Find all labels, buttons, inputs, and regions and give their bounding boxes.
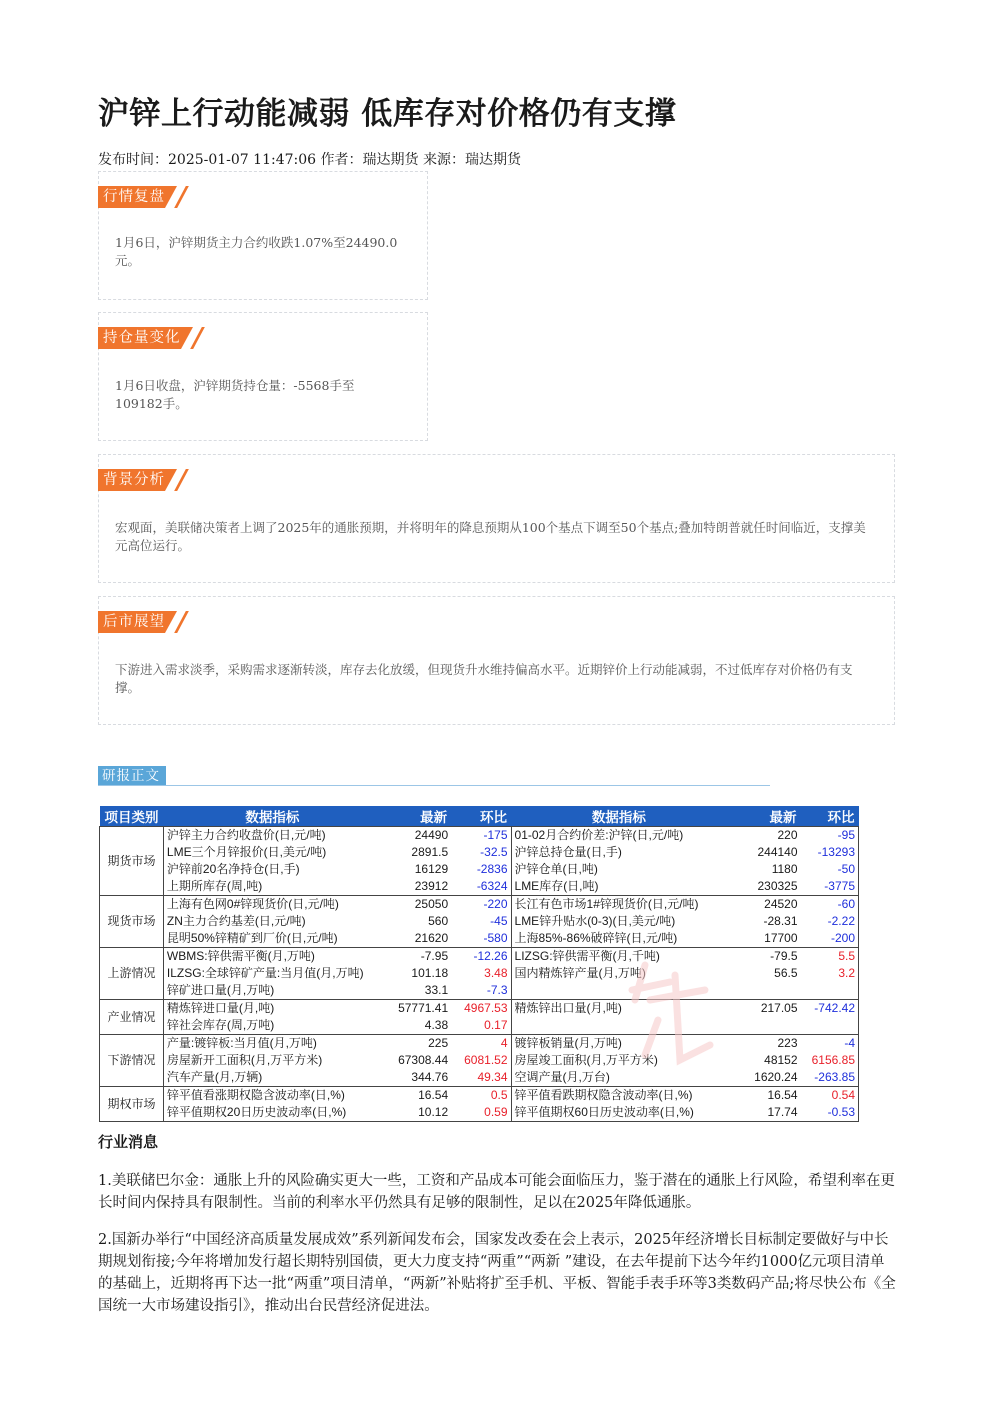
value-cell: 230325 — [757, 879, 798, 893]
header-change: 环比 — [801, 806, 859, 827]
value-cell: 217.05 — [727, 1000, 801, 1018]
change-cell: -220 — [451, 896, 511, 914]
indicator-cell: 精炼锌进口量(月,吨) — [163, 1000, 381, 1018]
value-cell: 225 — [381, 1035, 451, 1053]
value-cell — [727, 1017, 801, 1035]
indicator-cell: 汽车产量(月,万辆) — [163, 1069, 381, 1087]
indicator-cell: ZN主力合约基差(日,元/吨) — [163, 913, 381, 930]
table-row — [100, 844, 859, 861]
article-title: 沪锌上行动能减弱 低库存对价格仍有支撑 — [98, 96, 677, 132]
value-cell: 220 — [727, 827, 801, 845]
change-cell: 4967.53 — [451, 1000, 511, 1018]
indicator-cell: 上期所库存(周,吨) — [163, 878, 381, 896]
change-cell: 0.17 — [484, 1018, 508, 1032]
section-open-interest — [98, 312, 428, 441]
change-cell: 0.54 — [801, 1087, 859, 1105]
change-cell: -7.3 — [486, 983, 508, 997]
table-row — [100, 861, 859, 878]
news-item: 1.美联储巴尔金：通胀上升的风险确实更大一些，工资和产品成本可能会面临压力，鉴于潜在的通胀上行风险，希望利率在更长时间内保持具有限制性。当前的利率水平仍然具有足够的限制性，足以在2025年降低通胀。 — [98, 1173, 895, 1211]
value-cell: 10.12 — [381, 1104, 451, 1122]
value-cell: -7.95 — [381, 948, 451, 966]
section-tag: 持仓量变化 — [98, 327, 181, 349]
value-cell: -79.5 — [727, 948, 801, 966]
section-text: 下游进入需求淡季，采购需求逐渐转淡，库存去化放缓，但现货升水维持偏高水平。近期锌价上行动能减弱，不过低库存对价格仍有支撑。 — [115, 662, 853, 695]
indicator-cell: 房屋新开工面积(月,万平方米) — [163, 1052, 381, 1069]
value-cell: 25050 — [381, 896, 451, 914]
value-cell: 223 — [727, 1035, 801, 1053]
change-cell: 4 — [451, 1035, 511, 1053]
table-row — [100, 913, 859, 930]
section-text: 1月6日收盘，沪锌期货持仓量：-5568手至109182手。 — [115, 378, 355, 411]
indicator-cell: ILZSG:全球锌矿产量:当月值(月,万吨) — [163, 965, 381, 982]
indicator-cell: 锌矿进口量(月,万吨) — [163, 982, 381, 1000]
table-row — [100, 1069, 859, 1087]
indicator-cell: 01-02月合约价差:沪锌(日,元/吨) — [511, 827, 727, 845]
indicator-cell: 精炼锌出口量(月,吨) — [511, 1000, 727, 1018]
indicator-cell: 国内精炼锌产量(月,万吨) — [511, 965, 727, 982]
indicator-cell — [511, 982, 727, 1000]
change-cell: -200 — [801, 930, 859, 948]
change-cell: -4 — [801, 1035, 859, 1053]
value-cell: 24520 — [727, 896, 801, 914]
value-cell: 16.54 — [727, 1087, 801, 1105]
value-cell: 344.76 — [411, 1070, 449, 1084]
change-cell: -2836 — [476, 862, 508, 876]
change-cell: 3.2 — [801, 965, 859, 982]
header-category: 项目类别 — [100, 806, 164, 827]
change-cell: 5.5 — [801, 948, 859, 966]
value-cell: 17.74 — [727, 1104, 801, 1122]
change-cell: -12.26 — [451, 948, 511, 966]
change-cell: -580 — [483, 931, 508, 945]
value-cell: 244140 — [757, 845, 798, 859]
table-row — [100, 1087, 859, 1105]
indicator-cell: 沪锌前20名净持仓(日,手) — [163, 861, 381, 878]
section-market-review — [98, 171, 428, 300]
news-item: 2.国新办举行“中国经济高质量发展成效”系列新闻发布会，国家发改委在会上表示，2025年经济增长目标制定要做好与中长期规划衔接;今年将增加发行超长期特别国债，更大力度支持“两重”“两新 ”建设，在去年提前下达今年约1000亿元项目清单的基础上，近期将再下达一批“两重”项目清单，“两新”补贴将扩至手机、平板、智能手表手环等3类数码产品;将尽快公布《全国统一大市场建设指引》，推动出台民营经济促进法。 — [98, 1232, 896, 1314]
header-latest: 最新 — [381, 806, 451, 827]
indicator-cell: 锌平值看跌期权隐含波动率(日,%) — [511, 1087, 727, 1105]
change-cell: -6324 — [476, 879, 508, 893]
indicator-cell: 锌平值看涨期权隐含波动率(日,%) — [163, 1087, 381, 1105]
change-cell: -742.42 — [801, 1000, 859, 1018]
change-cell: -13293 — [801, 844, 859, 861]
value-cell — [727, 982, 801, 1000]
value-cell: 17700 — [764, 931, 798, 945]
value-cell: 4.38 — [424, 1018, 449, 1032]
header-indicator: 数据指标 — [163, 806, 381, 827]
data-table — [99, 806, 859, 1122]
category-cell: 期权市场 — [100, 1087, 164, 1122]
table-row — [100, 1000, 859, 1018]
table-row — [100, 965, 859, 982]
change-cell: -0.53 — [801, 1104, 859, 1122]
indicator-cell: LME锌升贴水(0-3)(日,美元/吨) — [511, 913, 727, 930]
section-text: 宏观面，美联储决策者上调了2025年的通胀预期，并将明年的降息预期从100个基点下调至50个基点;叠加特朗普就任时间临近，支撑美元高位运行。 — [115, 520, 866, 553]
indicator-cell: 空调产量(月,万台) — [511, 1069, 727, 1087]
change-cell: 6156.85 — [801, 1052, 859, 1069]
value-cell: 33.1 — [424, 983, 449, 997]
section-tag: 行情复盘 — [98, 186, 165, 208]
change-cell: -95 — [801, 827, 859, 845]
value-cell: 16129 — [414, 862, 449, 876]
section-outlook — [98, 596, 895, 725]
value-cell: 21620 — [414, 931, 449, 945]
indicator-cell: 长江有色市场1#锌现货价(日,元/吨) — [511, 896, 727, 914]
indicator-cell: 沪锌主力合约收盘价(日,元/吨) — [163, 827, 381, 845]
section-tag: 后市展望 — [98, 611, 165, 633]
indicator-cell: 锌社会库存(周,万吨) — [163, 1017, 381, 1035]
change-cell: -50 — [801, 861, 859, 878]
section-text: 1月6日，沪锌期货主力合约收跌1.07%至24490.0元。 — [115, 235, 398, 268]
value-cell: 57771.41 — [381, 1000, 451, 1018]
header-indicator: 数据指标 — [511, 806, 727, 827]
table-row — [100, 1104, 859, 1122]
table-row — [100, 1017, 859, 1035]
value-cell: 23912 — [414, 879, 449, 893]
value-cell: 101.18 — [411, 966, 449, 980]
indicator-cell: 锌平值期权20日历史波动率(日,%) — [163, 1104, 381, 1122]
table-row — [100, 1035, 859, 1053]
table-row — [100, 878, 859, 896]
header-latest: 最新 — [727, 806, 801, 827]
value-cell: 56.5 — [774, 966, 798, 980]
change-cell: 6081.52 — [464, 1053, 508, 1067]
header-change: 环比 — [451, 806, 511, 827]
table-row — [100, 982, 859, 1000]
change-cell: 3.48 — [484, 966, 508, 980]
table-row — [100, 1052, 859, 1069]
table-header-row — [100, 806, 859, 827]
section-background — [98, 454, 895, 583]
indicator-cell: LME库存(日,吨) — [511, 878, 727, 896]
change-cell: -175 — [451, 827, 511, 845]
change-cell: 0.59 — [451, 1104, 511, 1122]
change-cell: 49.34 — [477, 1070, 508, 1084]
category-cell: 下游情况 — [100, 1035, 164, 1087]
change-cell: 0.5 — [451, 1087, 511, 1105]
change-cell — [801, 982, 859, 1000]
change-cell: -32.5 — [480, 845, 508, 859]
change-cell: -45 — [490, 914, 508, 928]
change-cell — [801, 1017, 859, 1035]
change-cell: -60 — [801, 896, 859, 914]
indicator-cell: 上海有色网0#锌现货价(日,元/吨) — [163, 896, 381, 914]
indicator-cell: WBMS:锌供需平衡(月,万吨) — [163, 948, 381, 966]
section-tag: 背景分析 — [98, 469, 165, 491]
change-cell: -263.85 — [801, 1069, 859, 1087]
category-cell: 产业情况 — [100, 1000, 164, 1035]
value-cell: -28.31 — [763, 914, 798, 928]
value-cell: 48152 — [764, 1053, 798, 1067]
category-cell: 期货市场 — [100, 827, 164, 896]
indicator-cell: LIZSG:锌供需平衡(月,千吨) — [511, 948, 727, 966]
news-heading: 行业消息 — [98, 1133, 159, 1151]
category-cell: 上游情况 — [100, 948, 164, 1000]
value-cell: 1180 — [771, 862, 798, 876]
report-body-tag: 研报正文 — [98, 766, 166, 786]
indicator-cell: 产量:镀锌板:当月值(月,万吨) — [163, 1035, 381, 1053]
change-cell: -3775 — [801, 878, 859, 896]
table-row — [100, 827, 859, 845]
table-row — [100, 930, 859, 948]
indicator-cell: LME三个月锌报价(日,美元/吨) — [163, 844, 381, 861]
value-cell: 67308.44 — [398, 1053, 449, 1067]
change-cell: -2.22 — [801, 913, 859, 930]
divider — [98, 785, 770, 786]
indicator-cell: 沪锌总持仓量(日,手) — [511, 844, 727, 861]
indicator-cell: 昆明50%锌精矿到厂价(日,元/吨) — [163, 930, 381, 948]
indicator-cell — [511, 1017, 727, 1035]
indicator-cell: 沪锌仓单(日,吨) — [511, 861, 727, 878]
value-cell: 1620.24 — [754, 1070, 798, 1084]
value-cell: 2891.5 — [411, 845, 449, 859]
article-meta: 发布时间：2025-01-07 11:47:06 作者：瑞达期货 来源：瑞达期货 — [98, 152, 521, 168]
indicator-cell: 房屋竣工面积(月,万平方米) — [511, 1052, 727, 1069]
table-row — [100, 896, 859, 914]
indicator-cell: 锌平值期权60日历史波动率(日,%) — [511, 1104, 727, 1122]
indicator-cell: 镀锌板销量(月,万吨) — [511, 1035, 727, 1053]
value-cell: 16.54 — [381, 1087, 451, 1105]
value-cell: 560 — [428, 914, 449, 928]
category-cell: 现货市场 — [100, 896, 164, 948]
table-row — [100, 948, 859, 966]
indicator-cell: 上海85%-86%破碎锌(日,元/吨) — [511, 930, 727, 948]
value-cell: 24490 — [381, 827, 451, 845]
